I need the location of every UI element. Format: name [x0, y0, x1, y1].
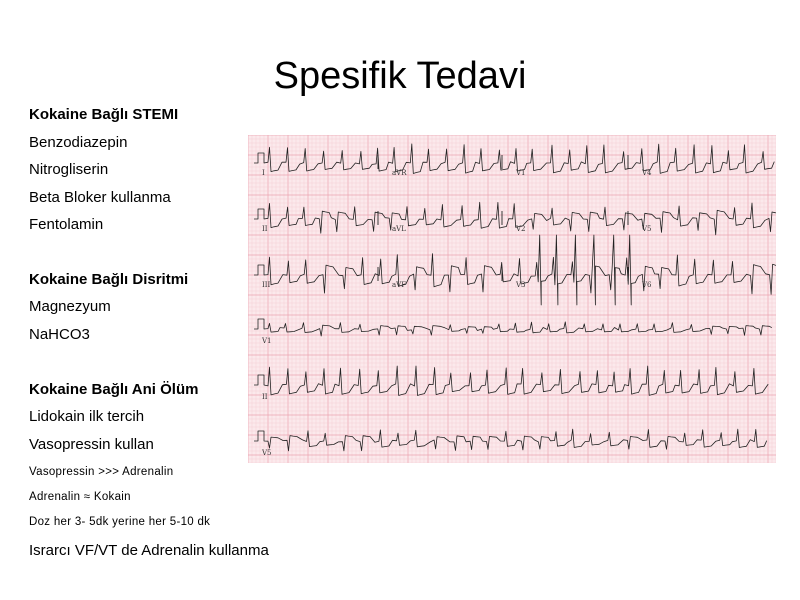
list-item: Vasopressin kullan: [29, 436, 154, 453]
lead-label: V3: [516, 281, 526, 289]
lead-label: I: [262, 169, 265, 177]
lead-label: II: [262, 393, 268, 401]
lead-label: V1: [516, 169, 526, 177]
list-item: Adrenalin ≈ Kokain: [29, 491, 131, 503]
list-item: Vasopressin >>> Adrenalin: [29, 466, 174, 478]
lead-label: II: [262, 225, 268, 233]
lead-label: aVL: [392, 225, 406, 233]
ecg-graphic: [248, 135, 776, 463]
sudden-death-heading: Kokaine Bağlı Ani Ölüm: [29, 381, 199, 398]
lead-label: V4: [642, 169, 652, 177]
list-item: Doz her 3- 5dk yerine her 5-10 dk: [29, 516, 211, 528]
lead-label: V5: [642, 225, 652, 233]
ecg-strip: [248, 135, 776, 463]
list-item: Magnezyum: [29, 298, 111, 315]
stemi-heading: Kokaine Bağlı STEMI: [29, 106, 179, 123]
lead-label: aVR: [392, 169, 407, 177]
list-item: NaHCO3: [29, 326, 90, 343]
lead-label: V1: [262, 337, 272, 345]
lead-label: V6: [642, 281, 652, 289]
list-item: Fentolamin: [29, 216, 104, 233]
page-title: Spesifik Tedavi: [273, 55, 527, 97]
list-item: Israrcı VF/VT de Adrenalin kullanma: [29, 542, 269, 559]
list-item: Lidokain ilk tercih: [29, 408, 145, 425]
dysrhythmia-heading: Kokaine Bağlı Disritmi: [29, 271, 189, 288]
list-item: Beta Bloker kullanma: [29, 189, 171, 206]
list-item: Nitrogliserin: [29, 161, 109, 178]
lead-label: III: [262, 281, 271, 289]
lead-label: V2: [516, 225, 526, 233]
list-item: Benzodiazepin: [29, 134, 128, 151]
lead-label: aVF: [392, 281, 407, 289]
lead-label: V5: [262, 449, 272, 457]
